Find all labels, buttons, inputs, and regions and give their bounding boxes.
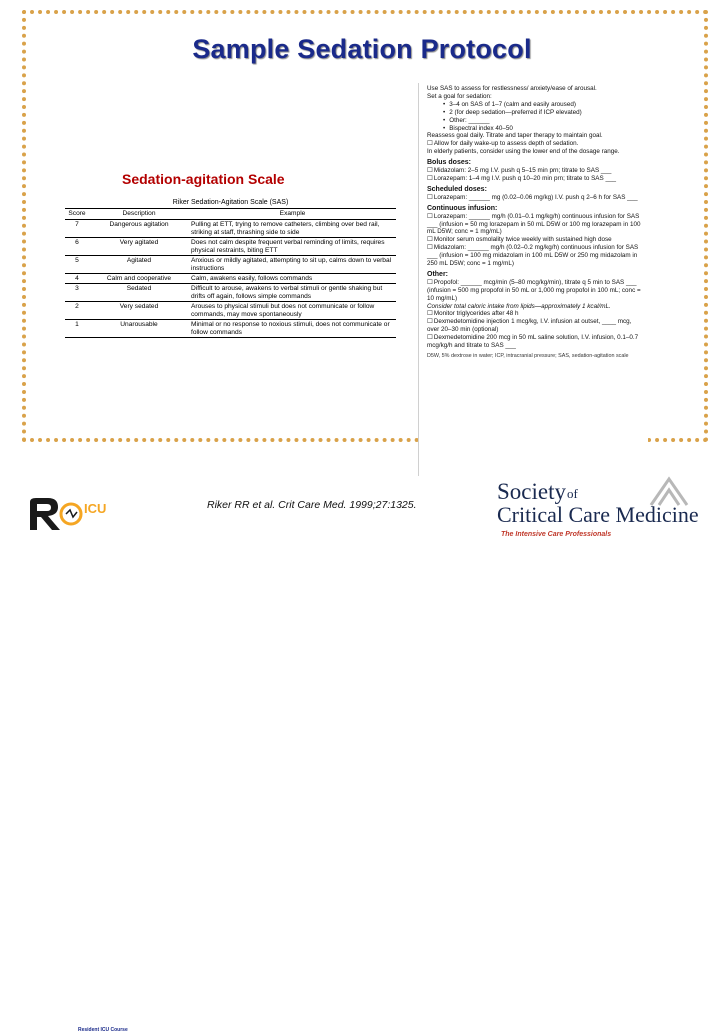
- sas-score: 7: [65, 219, 89, 237]
- sas-table: [65, 199, 396, 338]
- sas-description: Very sedated: [89, 301, 189, 319]
- sas-score: 4: [65, 273, 89, 283]
- sas-example: Arouses to physical stimuli but does not communicate or follow commands, may move spontaneously: [189, 301, 396, 319]
- icu-logo-letters: ICU: [84, 501, 107, 516]
- protocol-column: [418, 83, 648, 476]
- sas-example: Does not calm despite frequent verbal reminding of limits, requires physical restraints, biting ETT: [189, 237, 396, 255]
- wake-up-checkbox: ☐ Allow for daily wake-up to assess depth of sedation.: [427, 140, 644, 148]
- scale-label: Sedation-agitation Scale: [122, 171, 285, 187]
- page-title: Sample Sedation Protocol: [192, 34, 532, 64]
- sas-description: Unarousable: [89, 319, 189, 337]
- sas-description: Calm and cooperative: [89, 273, 189, 283]
- protocol-intro: Use SAS to assess for restlessness/ anxiety/ease of arousal.: [427, 85, 597, 92]
- sccm-tagline: The Intensive Care Professionals: [501, 531, 612, 538]
- sas-table-caption: Riker Sedation-Agitation Scale (SAS): [65, 199, 396, 209]
- continuous-heading: Continuous infusion:: [427, 204, 498, 212]
- dexmedetomidine-bolus-item: ☐ Dexmedetomidine injection 1 mcg/kg, I.V. infusion at outset, ____ mcg, over 20–30 min (optional): [427, 318, 644, 334]
- reassess-text: Reassess goal daily. Titrate and taper therapy to maintain goal.: [427, 132, 603, 140]
- other-heading: Other:: [427, 270, 448, 278]
- sas-description: Agitated: [89, 255, 189, 273]
- protocol-footnote: D5W, 5% dextrose in water; ICP, intracranial pressure; SAS, sedation-agitation scale: [427, 353, 629, 359]
- sas-example: Minimal or no response to noxious stimuli, does not communicate or follow commands: [189, 319, 396, 337]
- sas-example: Difficult to arouse, awakens to verbal stimuli or gentle shaking but drifts off again, follows simple commands: [189, 283, 396, 301]
- sccm-logo: [497, 477, 712, 542]
- icu-logo-icon: [26, 496, 146, 532]
- triglycerides-item: ☐ Monitor triglycerides after 48 h: [427, 310, 644, 318]
- sas-score: 2: [65, 301, 89, 319]
- citation: Riker RR et al. Crit Care Med. 1999;27:1325.: [207, 499, 417, 511]
- propofol-item: ☐ Propofol: ______ mcg/min (5–80 mcg/kg/min), titrate q 5 min to SAS ___: [427, 279, 644, 287]
- sas-example: Pulling at ETT, trying to remove catheters, climbing over bed rail, striking at staff, thrashing side to side: [189, 219, 396, 237]
- sas-score: 1: [65, 319, 89, 337]
- sas-score: 5: [65, 255, 89, 273]
- caloric-note: Consider total caloric intake from lipids—approximately 1 kcal/mL.: [427, 302, 611, 310]
- sas-header-description: Description: [89, 209, 189, 219]
- sas-score: 6: [65, 237, 89, 255]
- bolus-item: ☐ Midazolam: 2–5 mg I.V. push q 5–15 min prn; titrate to SAS ___: [427, 167, 644, 175]
- elderly-note: In elderly patients, consider using the lower end of the dosage range.: [427, 148, 620, 156]
- table-row: [65, 301, 396, 319]
- icu-logo-caption: Resident ICU Course: [78, 1027, 128, 1033]
- sccm-mark-icon: [647, 477, 691, 507]
- sas-header-example: Example: [189, 209, 396, 219]
- table-row: [65, 283, 396, 301]
- table-row: [65, 237, 396, 255]
- continuous-item: ☐ Monitor serum osmolality twice weekly with sustained high dose: [427, 236, 644, 244]
- scheduled-heading: Scheduled doses:: [427, 185, 487, 193]
- sccm-name-text: Critical Care Medicine: [497, 502, 699, 527]
- table-row: [65, 255, 396, 273]
- continuous-item: ☐ Midazolam: ______ mg/h (0.02–0.2 mg/kg/h) continuous infusion for SAS ___ (infusion = 100 mg midazolam in 100 mL D5W or 250 mg midazolam in 250 mL D5W; conc = 1 mg/mL): [427, 244, 644, 268]
- sas-description: Dangerous agitation: [89, 219, 189, 237]
- goal-item: • 3–4 on SAS of 1–7 (calm and easily aroused): [427, 101, 644, 109]
- goal-item: • 2 (for deep sedation—preferred if ICP elevated): [427, 109, 644, 117]
- sas-description: Sedated: [89, 283, 189, 301]
- sas-example: Calm, awakens easily, follows commands: [189, 273, 396, 283]
- dexmedetomidine-infusion-item: ☐ Dexmedetomidine 200 mcg in 50 mL saline solution, I.V. infusion, 0.1–0.7 mcg/kg/h and titrate to SAS ___: [427, 334, 644, 350]
- goal-heading: Set a goal for sedation:: [427, 92, 492, 100]
- continuous-item: ☐ Lorazepam: ______ mg/h (0.01–0.1 mg/kg/h) continuous infusion for SAS ___ (infusion = 50 mg lorazepam in 50 mL D5W or 100 mg lorazepam in 100 mL D5W; conc = 1 mg/mL): [427, 213, 644, 237]
- table-row: [65, 273, 396, 283]
- sas-description: Very agitated: [89, 237, 189, 255]
- resident-icu-logo: [26, 496, 146, 1033]
- propofol-infusion: (infusion = 500 mg propofol in 50 mL or 1,000 mg propofol in 100 mL; conc = 10 mg/mL): [427, 286, 641, 302]
- goal-item: • Other: ______: [427, 117, 644, 125]
- bolus-heading: Bolus doses:: [427, 159, 471, 167]
- sas-example: Anxious or mildly agitated, attempting to sit up, calms down to verbal instructions: [189, 255, 396, 273]
- sas-header-score: Score: [65, 209, 89, 219]
- bolus-item: ☐ Lorazepam: 1–4 mg I.V. push q 10–20 min prn; titrate to SAS ___: [427, 175, 644, 183]
- goal-item: • Bispectral index 40–50: [427, 125, 644, 133]
- scheduled-item: ☐ Lorazepam: ______ mg (0.02–0.06 mg/kg) I.V. push q 2–6 h for SAS ___: [427, 194, 644, 202]
- table-row: [65, 219, 396, 237]
- sccm-society-text: Society: [497, 479, 566, 504]
- sccm-of-text: of: [567, 486, 578, 501]
- table-row: [65, 319, 396, 337]
- sas-score: 3: [65, 283, 89, 301]
